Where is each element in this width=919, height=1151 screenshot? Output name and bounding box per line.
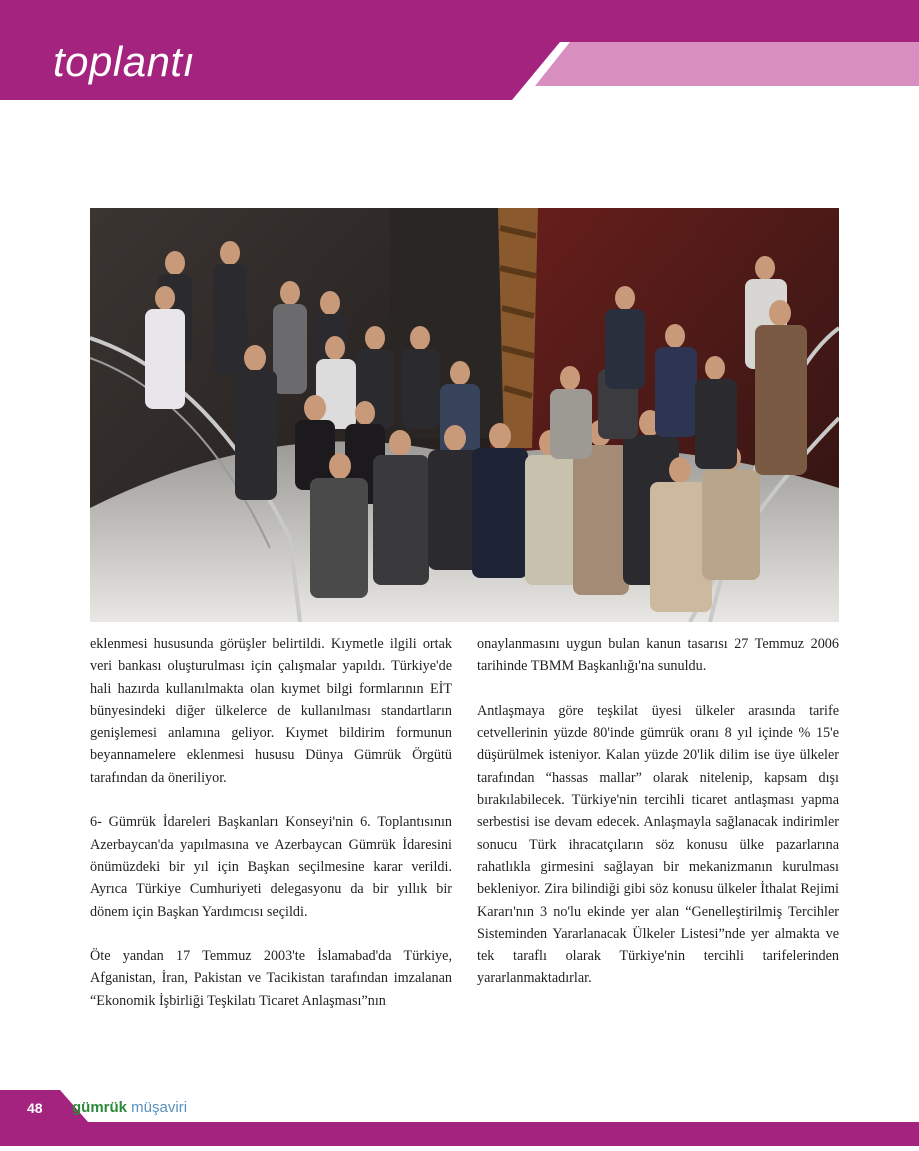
group-photo-image (90, 208, 839, 622)
magazine-name-light: müşaviri (127, 1099, 188, 1116)
magazine-name-bold: gümrük (72, 1099, 128, 1116)
page-number: 48 (27, 1100, 43, 1116)
paragraph: onaylanmasını uygun bulan kanun tasarısı 27 Temmuz 2006 tarihinde TBMM Başkanlığı'na sunuldu. (477, 636, 839, 675)
paragraph: 6- Gümrük İdareleri Başkanları Konseyi'nin 6. Toplantısının Azerbaycan'da yapılmasına ve Azerbaycan Gümrük İdaresini önümüzdeki bir yıl için Başkan seçilmesine karar verildi. Ayrıca Türkiye Cumhuriyeti delegasyonu da bir yıllık bir dönem için Başkan Yardımcısı seçildi. (90, 814, 452, 920)
article-column-right (477, 633, 839, 1012)
paragraph: eklenmesi hususunda görüşler belirtildi. Kıymetle ilgili ortak veri bankası oluşturulması için çalışmalar yapıldı. Türkiye'de hali hazırda kullanılmakta olan kıymet bilgi formlarının EİT bünyesindeki diğer ülkelerce de kullanılması standartların genişlemesi anlamına geliyor. Kıymet bildirim formunun beyannamelere eklenmesi hususu Dünya Gümrük Örgütü tarafından da öneriliyor. (90, 636, 452, 786)
page-header (0, 0, 919, 100)
magazine-name (72, 1099, 187, 1116)
article-column-left (90, 633, 452, 1034)
paragraph: Antlaşmaya göre teşkilat üyesi ülkeler arasında tarife cetvellerinin yüzde 80'inde gümrük oranı 8 yıl içinde % 15'e düşürülmek isteniyor. Kalan yüzde 20'lik dilim ise üye ülkeler tarafından “hassas mallar” olarak nitelenip, kapsam dışı bırakılabilecek. Türkiye'nin tercihli ticaret antlaşması yapma serbestisi ise devam edecek. Anlaşmayla sağlanacak indirimler sonucu Türk ihracatçıların söz konusu ülke pazarlarına rahatlıkla girmesini sağlayan bir mekanizmanın kurulması bekleniyor. Zira bilindiği gibi söz konusu ülkeler İthalat Rejimi Kararı'nın 3 no'lu ekinde yer alan “Genelleştirilmiş Tercihler Sisteminden Yararlanacak Ülkeler Listesi”nde yer almakta ve tek taraflı olarak Türkiye'nin tercihli tarifelerinden yararlanmaktadırlar. (477, 702, 839, 987)
section-title: toplantı (53, 38, 195, 85)
paragraph: Öte yandan 17 Temmuz 2003'te İslamabad'da Türkiye, Afganistan, İran, Pakistan ve Tacikistan tarafından imzalanan “Ekonomik İşbirliği Teşkilatı Ticaret Anlaşması”nın (90, 948, 452, 1009)
group-photo (90, 208, 839, 622)
